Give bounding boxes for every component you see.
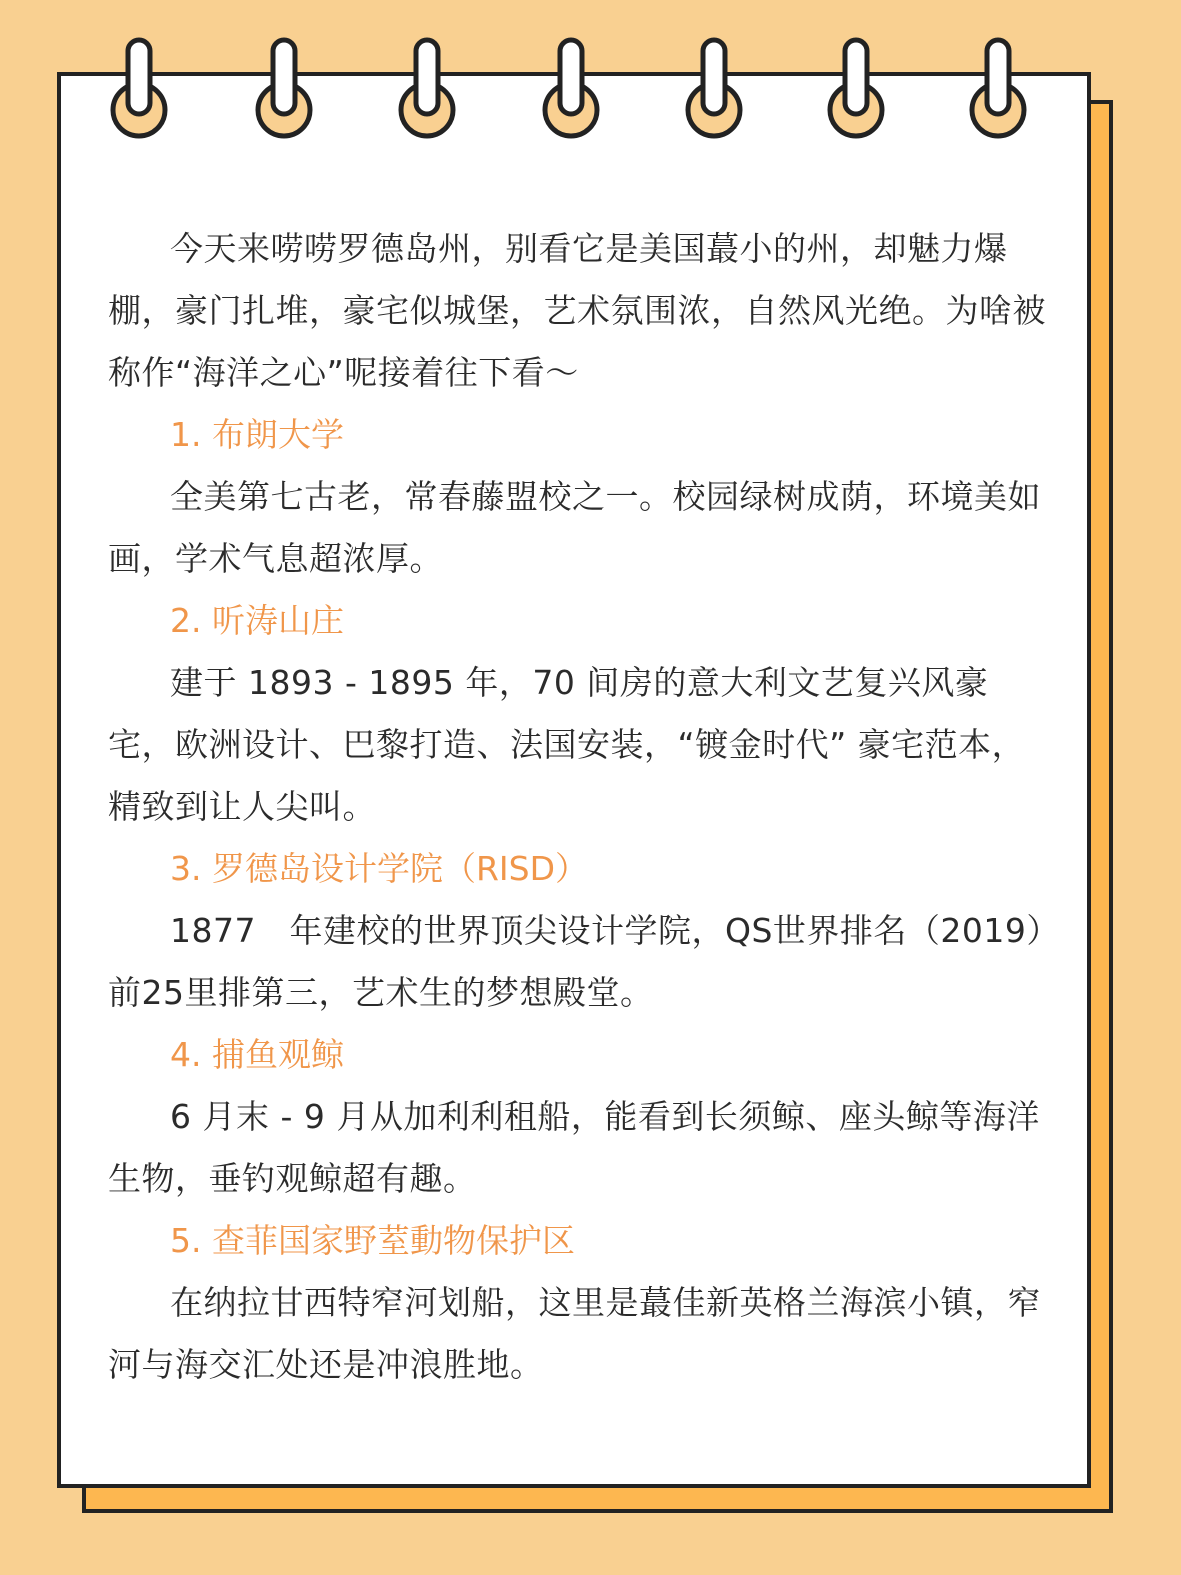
section-body-whale-watching: 6 月末 - 9 月从加利利租船，能看到长须鲸、座头鲸等海洋生物，垂钓观鲸超有趣。 bbox=[108, 1097, 1040, 1198]
binding-ring-icon bbox=[972, 40, 1024, 136]
intro-paragraph: 今天来唠唠罗德岛州，别看它是美国蕞小的州，却魅力爆棚，豪门扎堆，豪宅似城堡，艺术氛围浓，自然风光绝。为啥被称作“海洋之心”呢接着往下看～ bbox=[108, 229, 1046, 392]
article-content bbox=[108, 218, 1053, 1396]
binding-ring-icon bbox=[545, 40, 597, 136]
binding-ring-icon bbox=[258, 40, 310, 136]
binding-ring-icon bbox=[830, 40, 882, 136]
section-heading-the-breakers: 2. 听涛山庄 bbox=[170, 601, 344, 640]
section-body-brown-university: 全美第七古老，常春藤盟校之一。校园绿树成荫，环境美如画，学术气息超浓厚。 bbox=[108, 477, 1041, 578]
section-body-risd: 1877 年建校的世界顶尖设计学院，QS世界排名（2019）前25里排第三，艺术生的梦想殿堂。 bbox=[108, 911, 1044, 1012]
binding-ring-icon bbox=[113, 40, 165, 136]
section-body-wildlife-refuge: 在纳拉甘西特窄河划船，这里是蕞佳新英格兰海滨小镇，窄河与海交汇处还是冲浪胜地。 bbox=[108, 1283, 1041, 1384]
binding-ring-icon bbox=[401, 40, 453, 136]
section-heading-wildlife-refuge: 5. 查菲国家野荎動物保护区 bbox=[170, 1221, 575, 1260]
section-body-the-breakers: 建于 1893 - 1895 年，70 间房的意大利文艺复兴风豪宅，欧洲设计、巴黎打造、法国安装，“镀金时代” 豪宅范本，精致到让人尖叫。 bbox=[108, 663, 1026, 826]
section-heading-risd: 3. 罗德岛设计学院（RISD） bbox=[170, 849, 588, 888]
binding-ring-icon bbox=[688, 40, 740, 136]
section-heading-whale-watching: 4. 捕鱼观鲸 bbox=[170, 1035, 344, 1074]
section-heading-brown-university: 1. 布朗大学 bbox=[170, 415, 344, 454]
spiral-binding bbox=[0, 0, 1181, 160]
